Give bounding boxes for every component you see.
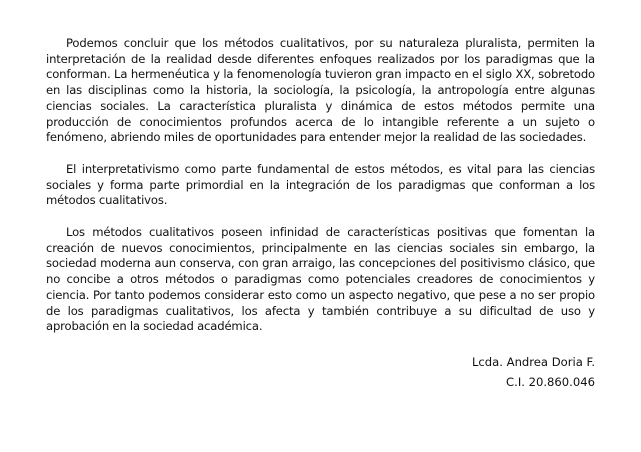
signature-id: C.I. 20.860.046 (506, 374, 595, 389)
paragraph-interpretativism: El interpretativismo como parte fundamental de estos métodos, es vital para las ciencias sociales y forma parte primordial en la integración de los paradigmas que conforman a los métodos cualitativos. (46, 161, 595, 208)
paragraph-characteristics: Los métodos cualitativos poseen infinidad de características positivas que fomentan la creación de nuevos conocimientos, principalmente en las ciencias sociales sin embargo, la sociedad moderna aun conserva, con gran arraigo, las concepciones del positivismo clásico, que no concibe a otros métodos o paradigmas como potenciales creadores de conocimientos y ciencia. Por tanto podemos considerar esto como un aspecto negativo, que pese a no ser propio de los paradigmas cualitativos, los afecta y también contribuye a su dificultad de uso y aprobación en la sociedad académica. (46, 225, 595, 334)
document-body (46, 36, 595, 392)
signature-block (46, 352, 595, 392)
paragraph-conclusion: Podemos concluir que los métodos cualitativos, por su naturaleza pluralista, permiten la interpretación de la realidad desde diferentes enfoques realizados por los paradigmas que la conforman. La hermenéutica y la fenomenología tuvieron gran impacto en el siglo XX, sobretodo en las disciplinas como la historia, la sociología, la psicología, la antropología entre algunas ciencias sociales. La característica pluralista y dinámica de estos métodos permite una producción de conocimientos profundos acerca de lo intangible referente a un sujeto o fenómeno, abriendo miles de oportunidades para entender mejor la realidad de las sociedades. (46, 36, 595, 145)
signature-name: Lcda. Andrea Doria F. (471, 354, 595, 369)
